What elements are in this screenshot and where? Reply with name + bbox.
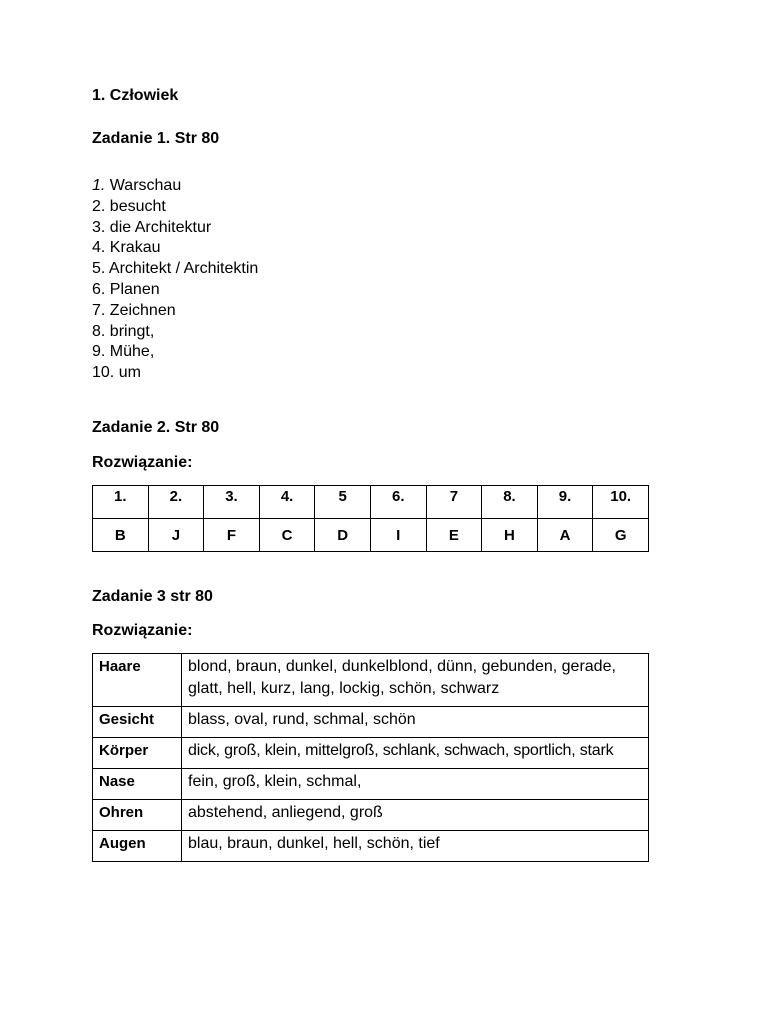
table-cell: 8. (482, 486, 538, 519)
table-cell-value: blau, braun, dunkel, hell, schön, tief (182, 831, 649, 862)
task3-vocabulary-table (92, 653, 649, 862)
table-cell-value: blass, oval, rund, schmal, schön (182, 707, 649, 738)
task2-heading: Zadanie 2. Str 80 (92, 419, 220, 436)
table-cell-key: Gesicht (93, 707, 182, 738)
table-cell: 5 (315, 486, 371, 519)
table-cell-value: abstehend, anliegend, groß (182, 800, 649, 831)
table-cell: 9. (537, 486, 593, 519)
list-item: 1. Warschau (92, 177, 182, 194)
list-item: 2. besucht (92, 197, 166, 215)
table-cell: I (370, 519, 426, 552)
task3-solution-label: Rozwiązanie: (92, 622, 193, 639)
list-item: 3. die Architektur (92, 218, 212, 236)
table-cell: E (426, 519, 482, 552)
table-cell: G (593, 519, 649, 552)
table-cell-value: fein, groß, klein, schmal, (182, 769, 649, 800)
table-cell-key: Nase (93, 769, 182, 800)
table-cell: B (93, 519, 149, 552)
table-cell-key: Körper (93, 738, 182, 769)
table-row (93, 769, 649, 800)
list-item: 7. Zeichnen (92, 301, 176, 319)
table-row (93, 519, 649, 552)
task2-solution-label: Rozwiązanie: (92, 454, 193, 471)
table-cell: C (259, 519, 315, 552)
table-row (93, 654, 649, 707)
table-cell: 10. (593, 486, 649, 519)
table-cell: D (315, 519, 371, 552)
table-cell: 1. (93, 486, 149, 519)
table-row (93, 486, 649, 519)
table-cell: F (204, 519, 260, 552)
table-cell-key: Augen (93, 831, 182, 862)
table-cell: A (537, 519, 593, 552)
table-cell-value: dick, groß, klein, mittelgroß, schlank, schwach, sportlich, stark (182, 738, 649, 769)
table-row (93, 738, 649, 769)
list-item: 9. Mühe, (92, 343, 155, 361)
list-item: 6. Planen (92, 280, 160, 298)
task1-answer-list (92, 176, 258, 384)
table-cell: 3. (204, 486, 260, 519)
task1-heading: Zadanie 1. Str 80 (92, 130, 220, 147)
task2-answer-table (92, 485, 649, 552)
table-cell-key: Ohren (93, 800, 182, 831)
list-item: 4. Krakau (92, 239, 161, 257)
task3-heading: Zadanie 3 str 80 (92, 588, 213, 605)
list-item: 5. Architekt / Architektin (92, 260, 259, 278)
table-cell: 7 (426, 486, 482, 519)
list-item: 10. um (92, 364, 141, 382)
table-cell-value: blond, braun, dunkel, dunkelblond, dünn, gebunden, gerade, glatt, hell, kurz, lang, lockig, schön, schwarz (182, 654, 649, 707)
table-cell-key: Haare (93, 654, 182, 707)
section-title: 1. Człowiek (92, 87, 179, 104)
table-cell: J (148, 519, 204, 552)
table-cell: 6. (370, 486, 426, 519)
table-row (93, 800, 649, 831)
table-cell: H (482, 519, 538, 552)
table-cell: 2. (148, 486, 204, 519)
table-row (93, 831, 649, 862)
list-item: 8. bringt, (92, 322, 155, 340)
table-row (93, 707, 649, 738)
table-cell: 4. (259, 486, 315, 519)
